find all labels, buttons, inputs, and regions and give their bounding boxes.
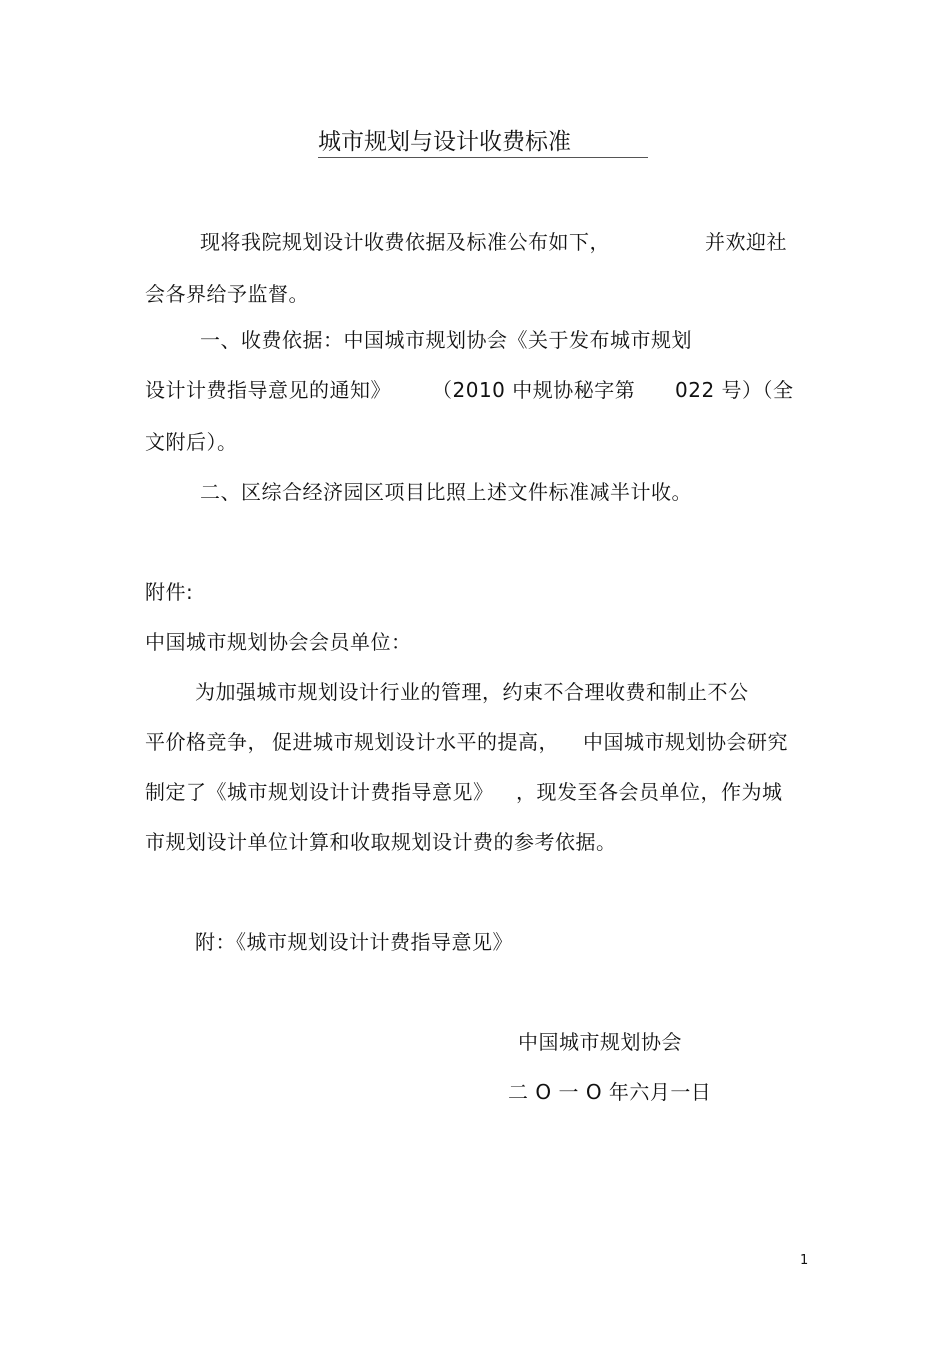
attachment-label: 附件: xyxy=(145,580,194,604)
item1-line-2a: 设计计费指导意见的通知》 xyxy=(145,378,391,402)
signature-organization: 中国城市规划协会 xyxy=(518,1030,682,1054)
item1-line-2c: 022 号）（全 xyxy=(675,378,794,402)
body-line-2a: 平价格竞争， xyxy=(145,730,268,754)
appendix-line: 附：《城市规划设计计费指导意见》 xyxy=(195,930,513,954)
signature-date: 二 O 一 O 年六月一日 xyxy=(508,1080,712,1104)
body-line-1: 为加强城市规划设计行业的管理，约束不合理收费和制止不公 xyxy=(195,680,749,704)
item2-line: 二、区综合经济园区项目比照上述文件标准减半计收。 xyxy=(200,480,692,504)
title-underline xyxy=(318,157,648,158)
intro-line-2: 会各界给予监督。 xyxy=(145,282,309,306)
intro-line-1b: 并欢迎社 xyxy=(705,230,787,254)
item1-line-2b: （2010 中规协秘字第 xyxy=(432,378,636,402)
member-heading: 中国城市规划协会会员单位： xyxy=(145,630,412,654)
body-line-4: 市规划设计单位计算和收取规划设计费的参考依据。 xyxy=(145,830,617,854)
item1-line-3: 文附后）。 xyxy=(145,430,238,454)
document-title: 城市规划与设计收费标准 xyxy=(318,129,571,155)
body-line-2b: 促进城市规划设计水平的提高， xyxy=(272,730,559,754)
body-line-2c: 中国城市规划协会研究 xyxy=(583,730,788,754)
body-line-3a: 制定了《城市规划设计计费指导意见》 xyxy=(145,780,494,804)
item1-line-1: 一、收费依据：中国城市规划协会《关于发布城市规划 xyxy=(200,328,692,352)
body-line-3b: ，现发至各会员单位，作为城 xyxy=(516,780,783,804)
page-number: 1 xyxy=(800,1253,809,1268)
intro-line-1a: 现将我院规划设计收费依据及标准公布如下， xyxy=(200,230,610,254)
